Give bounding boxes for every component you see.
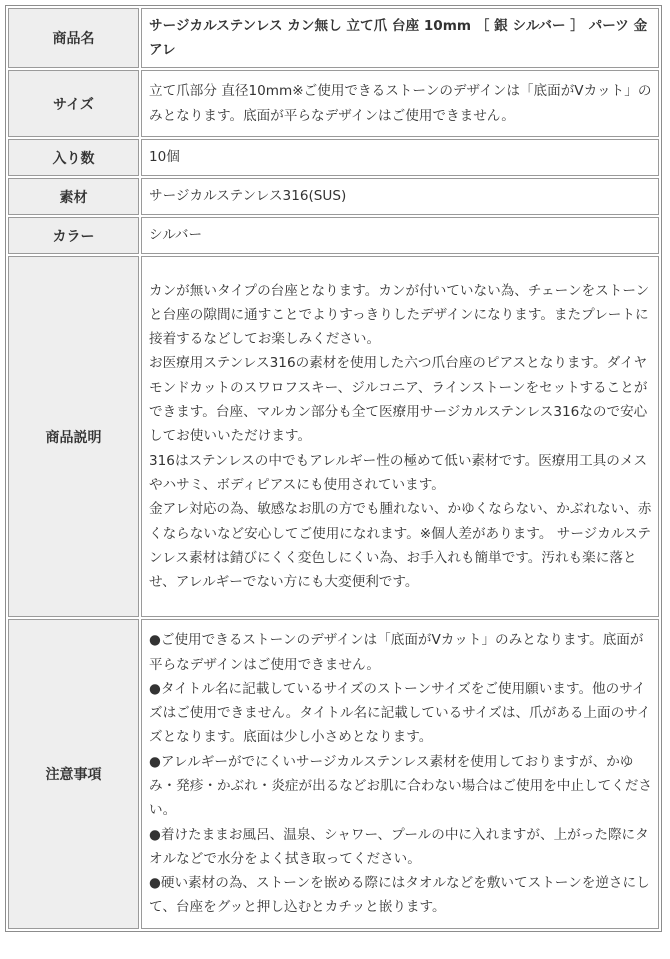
- row-product-name: [8, 8, 659, 68]
- value-color: シルバー: [141, 217, 659, 254]
- value-description: [141, 256, 659, 617]
- notes-paragraph: ●硬い素材の為、ストーンを嵌める際にはタオルなどを敷いてストーンを逆さにして、台座をグッと押し込むとカチッと嵌ります。: [149, 875, 650, 916]
- description-paragraph: カンが無いタイプの台座となります。カンが付いていない為、チェーンをストーンと台座の隙間に通すことでよりすっきりしたデザインになります。またプレートに接着するなどしてお楽しみください。: [149, 282, 650, 348]
- description-paragraph: お医療用ステンレス316の素材を使用した六つ爪台座のピアスとなります。ダイヤモンドカットのスワロフスキー、ジルコニア、ラインストーンをセットすることができます。台座、マルカン部分も全て医療用サージカルステンレス316なので安心してお使いいただけます。: [149, 355, 648, 445]
- label-color: カラー: [8, 217, 139, 254]
- row-quantity: [8, 139, 659, 176]
- label-quantity: 入り数: [8, 139, 139, 176]
- row-color: [8, 217, 659, 254]
- description-paragraph: 316はステンレスの中でもアレルギー性の極めて低い素材です。医療用工具のメスやハサミ、ボディピアスにも使用されています。: [149, 452, 648, 493]
- label-notes: 注意事項: [8, 619, 139, 929]
- row-material: [8, 178, 659, 215]
- value-size: 立て爪部分 直径10mm※ご使用できるストーンのデザインは「底面がVカット」のみとなります。底面が平らなデザインはご使用できません。: [141, 70, 659, 137]
- notes-paragraph: ●着けたままお風呂、温泉、シャワー、プールの中に入れますが、上がった際にタオルなどで水分をよく拭き取ってください。: [149, 826, 649, 867]
- notes-paragraph: ●タイトル名に記載しているサイズのストーンサイズをご使用願います。他のサイズはご使用できません。タイトル名に記載しているサイズは、爪がある上面のサイズとなります。底面は少し小さめとなります。: [149, 680, 651, 746]
- product-spec-table: [5, 5, 662, 932]
- product-spec-container: [5, 5, 662, 932]
- label-product-name: 商品名: [8, 8, 139, 68]
- row-size: [8, 70, 659, 137]
- label-size: サイズ: [8, 70, 139, 137]
- description-paragraph: 金アレ対応の為、敏感なお肌の方でも腫れない、かゆくならない、かぶれない、赤くならないなど安心してご使用になれます。※個人差があります。 サージカルステンレス素材は錆びにくく変色しにくい為、お手入れも簡単です。汚れも楽に落とせ、アレルギーでない方にも大変便利です。: [149, 501, 652, 591]
- row-description: [8, 256, 659, 617]
- value-quantity: 10個: [141, 139, 659, 176]
- value-material: サージカルステンレス316(SUS): [141, 178, 659, 215]
- value-notes: [141, 619, 659, 929]
- label-material: 素材: [8, 178, 139, 215]
- value-product-name: サージカルステンレス カン無し 立て爪 台座 10mm ［ 銀 シルバー ］ パーツ 金アレ: [141, 8, 659, 68]
- label-description: 商品説明: [8, 256, 139, 617]
- row-notes: [8, 619, 659, 929]
- notes-paragraph: ●アレルギーがでにくいサージカルステンレス素材を使用しておりますが、かゆみ・発疹・かぶれ・炎症が出るなどお肌に合わない場合はご使用を中止してください。: [149, 753, 652, 819]
- notes-paragraph: ●ご使用できるストーンのデザインは「底面がVカット」のみとなります。底面が平らなデザインはご使用できません。: [149, 632, 644, 673]
